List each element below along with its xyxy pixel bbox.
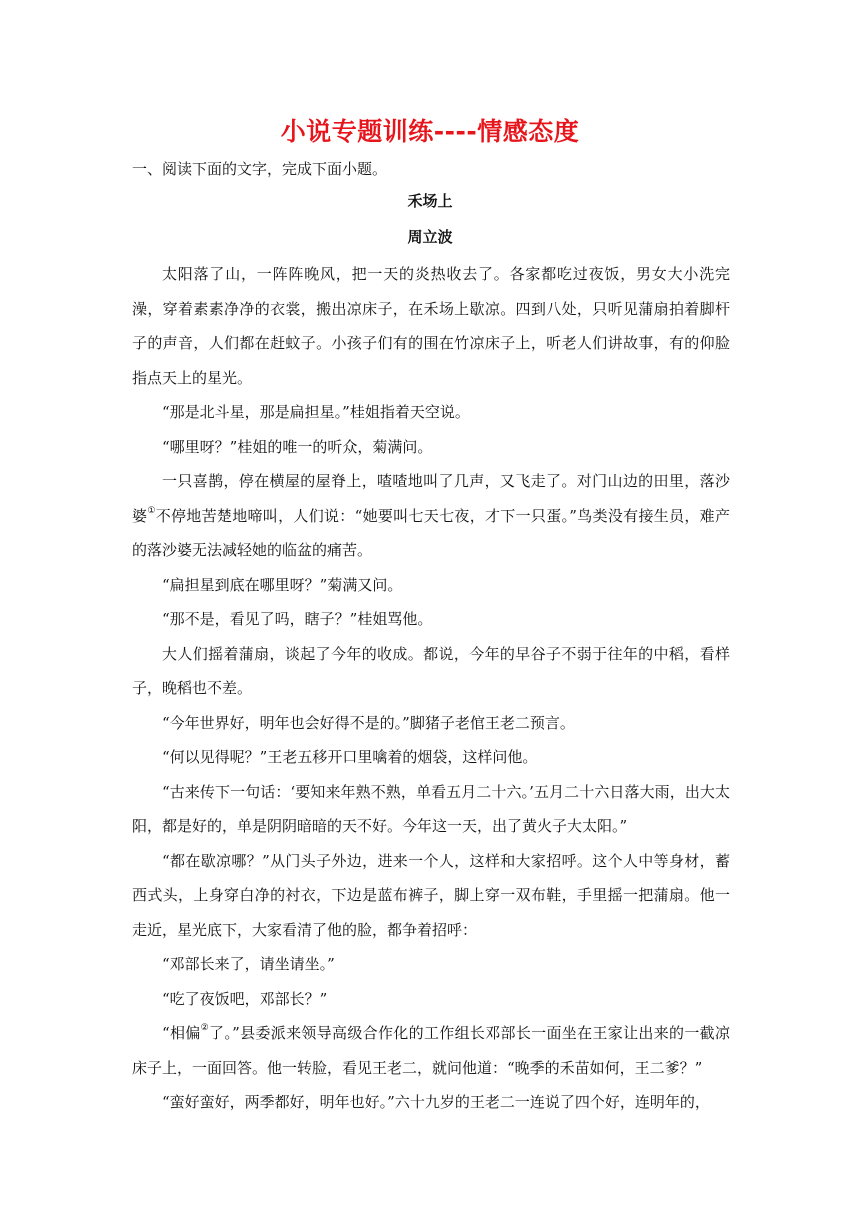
instruction-text: 一、阅读下面的文字，完成下面小题。	[132, 160, 388, 178]
paragraph-10: “古来传下一句话：‘要知来年熟不熟，单看五月二十六。’五月二十六日落大雨，出大太阳，都是好的，单是阴阴暗暗的天不好。今年这一天，出了黄火子大太阳。”	[132, 782, 730, 835]
paragraph-11: “都在歇凉哪？”从门头子外边，进来一个人，这样和大家招呼。这个人中等身材，蓄西式头，上身穿白净的衬衣，下边是蓝布裤子，脚上穿一双布鞋，手里摇一把蒲扇。他一走近，星光底下，大家看清了他的脸，都争着招呼：	[132, 851, 730, 939]
story-body	[132, 257, 730, 1120]
paragraph-14: “相偏②了。”县委派来领导高级合作化的工作组长邓部长一面坐在王家让出来的一截凉床子上，一面回答。他一转脸，看见王老二，就问他道：“晚季的禾苗如何，王二爹？”	[132, 1023, 730, 1077]
paragraph-7: 大人们摇着蒲扇，谈起了今年的收成。都说，今年的早谷子不弱于往年的中稻，看样子，晚稻也不差。	[132, 644, 730, 697]
footnote-marker-1: ①	[147, 505, 156, 516]
paragraph-15: “蛮好蛮好，两季都好，明年也好。”六十九岁的王老二一连说了四个好，连明年的，	[162, 1093, 710, 1111]
paragraph-5: “扁担星到底在哪里呀？”菊满又问。	[162, 575, 403, 594]
paragraph-9: “何以见得呢？”王老五移开口里噙着的烟袋，这样问他。	[162, 748, 538, 766]
story-author: 周立波	[407, 228, 453, 246]
footnote-marker-2: ②	[200, 1023, 210, 1033]
paragraph-1: 太阳落了山，一阵阵晚风，把一天的炎热收去了。各家都吃过夜饭，男女大小洗完澡，穿着素素净净的衣裳，搬出凉床子，在禾场上歇凉。四到八处，只听见蒲扇拍着脚杆子的声音，人们都在赶蚊子。小孩子们有的围在竹凉床子上，听老人们讲故事，有的仰脸指点天上的星光。	[132, 265, 730, 387]
paragraph-4: 一只喜鹊，停在横屋的屋脊上，喳喳地叫了几声，又飞走了。对门山边的田里，落沙婆①不停地苦楚地啼叫，人们说：“她要叫七天七夜，才下一只蛋。”鸟类没有接生员，难产的落沙婆无法减轻她的临盆的痛苦。	[132, 472, 730, 559]
paragraph-8: “今年世界好，明年也会好得不是的。”脚猪子老倌王老二预言。	[162, 713, 575, 732]
paragraph-13: “吃了夜饭吧，邓部长？”	[162, 989, 328, 1008]
paragraph-2: “那是北斗星，那是扁担星。”桂姐指着天空说。	[162, 403, 470, 421]
document-title: 小说专题训练----情感态度	[280, 117, 580, 146]
paragraph-12: “邓部长来了，请坐请坐。”	[162, 955, 335, 973]
paragraph-6: “那不是，看见了吗，瞎子？”桂姐骂他。	[162, 610, 433, 628]
paragraph-3: “哪里呀？”桂姐的唯一的听众，菊满问。	[162, 437, 433, 456]
story-title: 禾场上	[407, 192, 453, 210]
